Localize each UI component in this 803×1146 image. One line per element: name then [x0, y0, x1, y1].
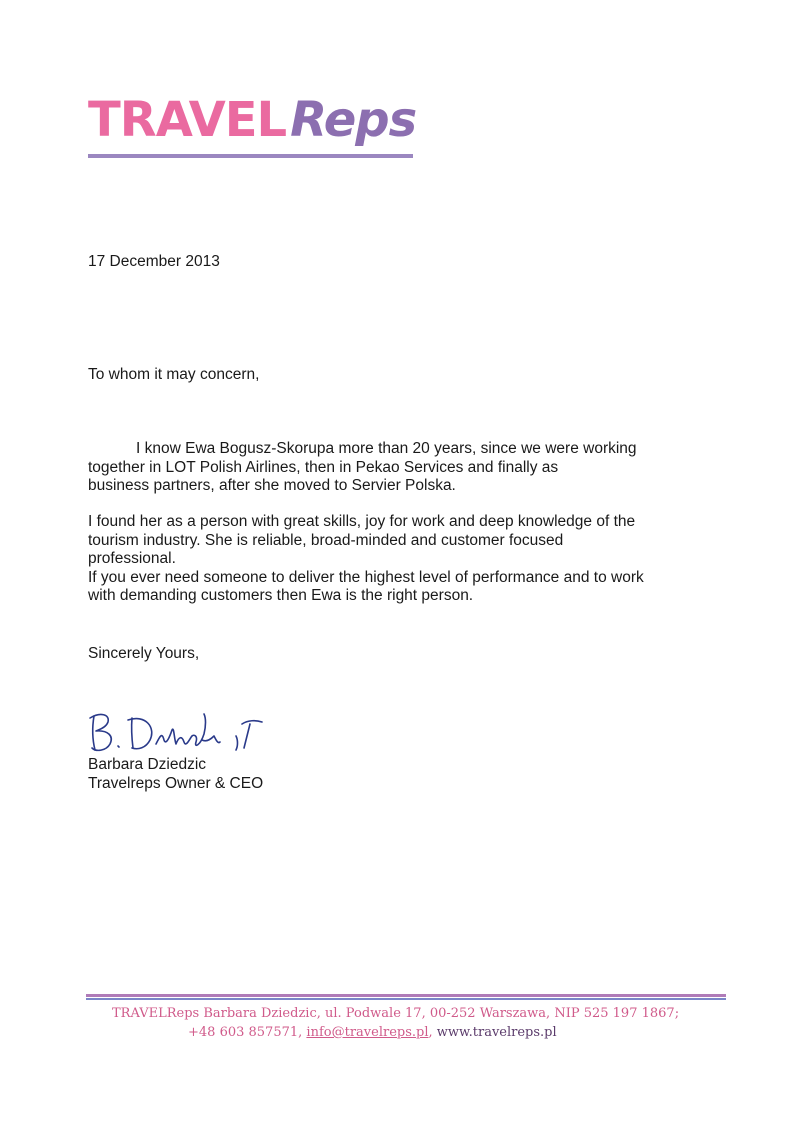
salutation: To whom it may concern, [88, 366, 260, 383]
paragraph-1 [88, 440, 637, 496]
logo-travel: TRAVEL [88, 92, 287, 148]
paragraph-line: I found her as a person with great skills, joy for work and deep knowledge of the [88, 513, 636, 530]
footer-website-link[interactable]: www.travelreps.pl [436, 1025, 557, 1040]
footer-separator: , [428, 1025, 433, 1040]
footer-address: TRAVELReps Barbara Dziedzic, ul. Podwale 17, 00-252 Warszawa, NIP 525 197 1867; [112, 1006, 680, 1021]
paragraph-line: I know Ewa Bogusz-Skorupa more than 20 years, since we were working [136, 440, 637, 457]
closing: Sincerely Yours, [88, 645, 200, 662]
paragraph-line: If you ever need someone to deliver the highest level of performance and to work [88, 568, 644, 586]
logo-underline [88, 154, 413, 158]
footer-email-link[interactable]: info@travelreps.pl [306, 1025, 429, 1040]
handwritten-signature [86, 706, 276, 756]
logo-wordmark [88, 90, 416, 150]
footer-rule-top [86, 994, 726, 997]
letter-date: 17 December 2013 [88, 253, 220, 270]
paragraph-line: business partners, after she moved to Servier Polska. [88, 477, 456, 494]
paragraph-line: with demanding customers then Ewa is the right person. [88, 587, 474, 604]
paragraph-line: together in LOT Polish Airlines, then in Pekao Services and finally as [88, 458, 559, 476]
logo-reps: Reps [290, 92, 417, 148]
footer-contacts [188, 1024, 557, 1042]
signer-title: Travelreps Owner & CEO [88, 775, 264, 792]
paragraph-line: tourism industry. She is reliable, broad-minded and customer focused [88, 531, 564, 549]
footer-rule-bottom [86, 998, 726, 1000]
travelreps-logo [88, 90, 417, 162]
footer-phone: +48 603 857571, [188, 1025, 303, 1040]
paragraph-line: professional. [88, 550, 176, 567]
paragraph-2 [88, 513, 644, 606]
signer-name: Barbara Dziedzic [88, 756, 207, 773]
